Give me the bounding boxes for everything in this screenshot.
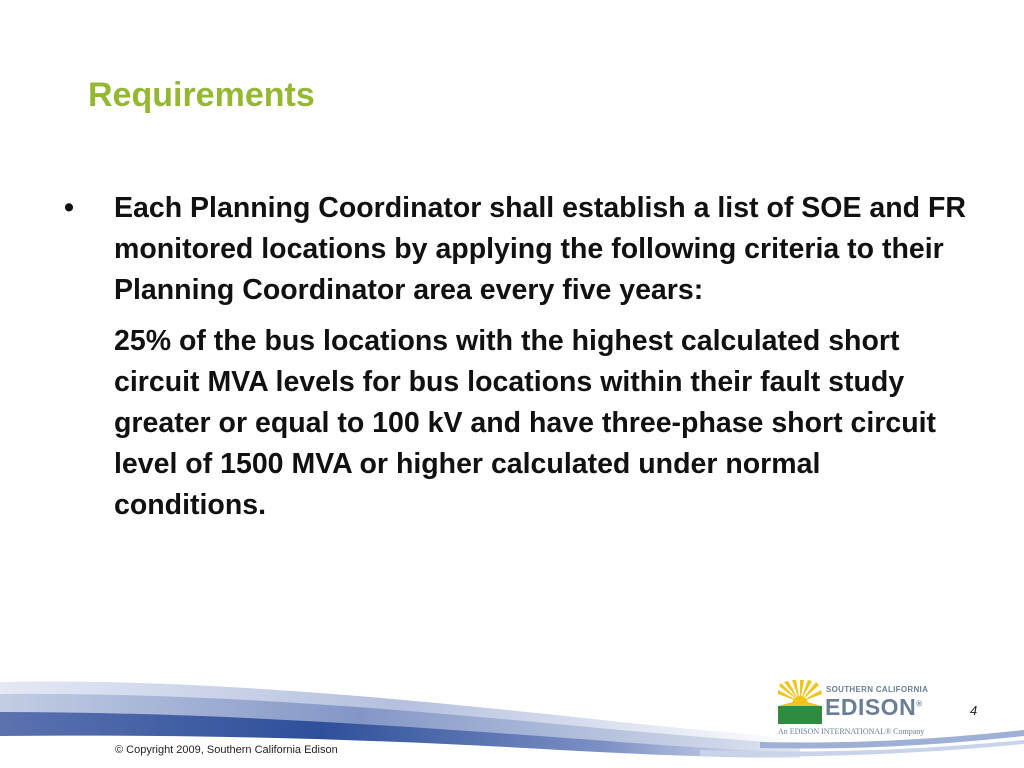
sunburst-icon [778, 680, 822, 724]
bullet-text: Each Planning Coordinator shall establish a list of SOE and FR monitored locations by applying the following criteria to their Planning Coordinator area every five years: [114, 192, 966, 306]
slide-title: Requirements [88, 76, 315, 114]
bullet-marker: • [64, 192, 74, 224]
registered-mark: ® [916, 699, 923, 709]
logo-small-text: SOUTHERN CALIFORNIA [826, 685, 929, 694]
logo-brand-text [825, 694, 923, 721]
bullet-item [60, 188, 970, 311]
sub-paragraph: 25% of the bus locations with the highest calculated short circuit MVA levels for bus locations within their fault study greater or equal to 100 kV and have three-phase short circuit level of 1500 MVA or higher calculated under normal conditions. [114, 325, 937, 521]
copyright-text: © Copyright 2009, Southern California Edison [115, 744, 338, 756]
slide-body [60, 188, 970, 526]
edison-logo [778, 680, 978, 740]
logo-brand-word: EDISON [825, 694, 917, 720]
logo-tagline: An EDISON INTERNATIONAL® Company [778, 727, 925, 736]
page-number: 4 [970, 703, 978, 718]
